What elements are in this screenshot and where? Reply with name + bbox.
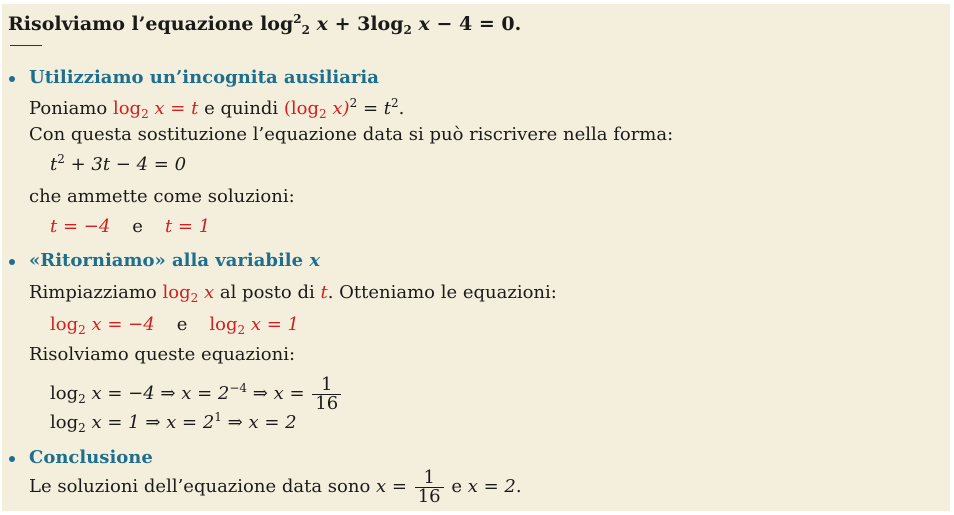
text: Poniamo xyxy=(29,98,113,119)
text: Rimpiazziamo xyxy=(29,282,163,303)
sup: −4 xyxy=(229,381,248,396)
and: e xyxy=(176,314,188,335)
t: t xyxy=(320,282,328,303)
sub: 2 xyxy=(237,323,246,338)
close: x) xyxy=(326,98,350,119)
section-heading-return xyxy=(29,249,320,273)
rest: x = −4 xyxy=(85,314,155,335)
solution-panel xyxy=(2,4,950,511)
solution-row-1 xyxy=(50,374,343,414)
heading-var: x xyxy=(309,250,321,271)
t-solutions xyxy=(50,215,210,239)
log: log xyxy=(50,383,79,404)
rest: + 3t − 4 = 0 xyxy=(64,154,187,175)
title-log2: log xyxy=(370,13,404,35)
den: 16 xyxy=(415,487,444,506)
quadratic-equation xyxy=(50,153,186,177)
a: x = −4 ⇒ x = 2 xyxy=(85,383,230,404)
title-plus: + 3 xyxy=(327,13,371,35)
open: (log xyxy=(283,98,320,119)
solution-row-2 xyxy=(50,411,297,435)
text: e xyxy=(445,476,468,497)
log-highlight xyxy=(162,282,215,306)
text: al posto di xyxy=(214,282,321,303)
log: log xyxy=(50,314,79,335)
sub: 2 xyxy=(78,323,86,338)
and: e xyxy=(132,216,143,237)
eq2: = t xyxy=(357,98,391,119)
t: t xyxy=(50,154,58,175)
sol1: t = −4 xyxy=(50,216,111,237)
substitution-line xyxy=(29,97,404,121)
eq: x = t xyxy=(148,98,199,119)
sub: 2 xyxy=(78,421,86,436)
title-log: log xyxy=(260,13,294,35)
bullet-icon xyxy=(9,456,15,462)
x2: x = 2 xyxy=(467,476,516,497)
fraction xyxy=(415,466,444,507)
a: x = 1 ⇒ x = 2 xyxy=(85,412,215,433)
sub: 2 xyxy=(78,392,86,407)
section-heading-conclusion: Conclusione xyxy=(29,447,153,468)
b: ⇒ x = 2 xyxy=(221,412,297,433)
log-equations xyxy=(50,313,299,337)
heading-text: «Ritorniamo» alla variabile xyxy=(29,250,310,271)
log: log xyxy=(162,282,191,303)
conclusion-line xyxy=(29,467,522,507)
equation-b xyxy=(209,314,299,338)
x: x xyxy=(198,282,215,303)
page-title xyxy=(8,12,521,36)
x: x = xyxy=(376,476,413,497)
sol2: t = 1 xyxy=(164,216,211,237)
sup2: 2 xyxy=(391,96,399,111)
b: ⇒ x = xyxy=(247,383,311,404)
section-heading-auxiliary: Utilizziamo un’incognita ausiliaria xyxy=(29,67,379,88)
substitution-highlight xyxy=(112,98,199,122)
text: e quindi xyxy=(198,98,284,119)
replace-line xyxy=(29,281,557,305)
den: 16 xyxy=(312,394,341,413)
text: Le soluzioni dell’equazione data sono xyxy=(29,476,377,497)
title-divider xyxy=(10,45,42,46)
sub: 2 xyxy=(141,107,149,122)
bullet-icon xyxy=(9,259,15,265)
title-sub: 2 xyxy=(301,23,310,38)
num: 1 xyxy=(320,373,333,395)
sub: 2 xyxy=(190,291,199,306)
text: . Otteniamo le equazioni: xyxy=(327,282,557,303)
log: log xyxy=(209,314,238,335)
log: log xyxy=(112,98,142,119)
sup: 1 xyxy=(214,410,222,425)
sup: 2 xyxy=(349,96,358,111)
num: 1 xyxy=(423,466,435,488)
solve-intro: Risolviamo queste equazioni: xyxy=(29,344,296,365)
equation-a xyxy=(50,314,155,338)
title-sub2: 2 xyxy=(403,23,412,38)
rewrite-text: Con questa sostituzione l’equazione data si può riscrivere nella forma: xyxy=(29,124,674,145)
title-rest: − 4 = 0. xyxy=(429,13,522,35)
title-sup: 2 xyxy=(293,12,302,27)
fraction xyxy=(312,373,341,414)
title-x: x xyxy=(316,13,328,35)
rest: x = 1 xyxy=(245,314,299,335)
bullet-icon xyxy=(9,76,15,82)
sup: 2 xyxy=(57,152,65,167)
log: log xyxy=(50,412,79,433)
title-x2: x xyxy=(418,13,430,35)
solutions-intro: che ammette come soluzioni: xyxy=(29,186,295,207)
end: . xyxy=(398,98,405,119)
end: . xyxy=(515,476,522,497)
sub: 2 xyxy=(319,107,327,122)
title-text: Risolviamo l’equazione xyxy=(8,13,261,35)
squared-highlight xyxy=(283,98,350,122)
